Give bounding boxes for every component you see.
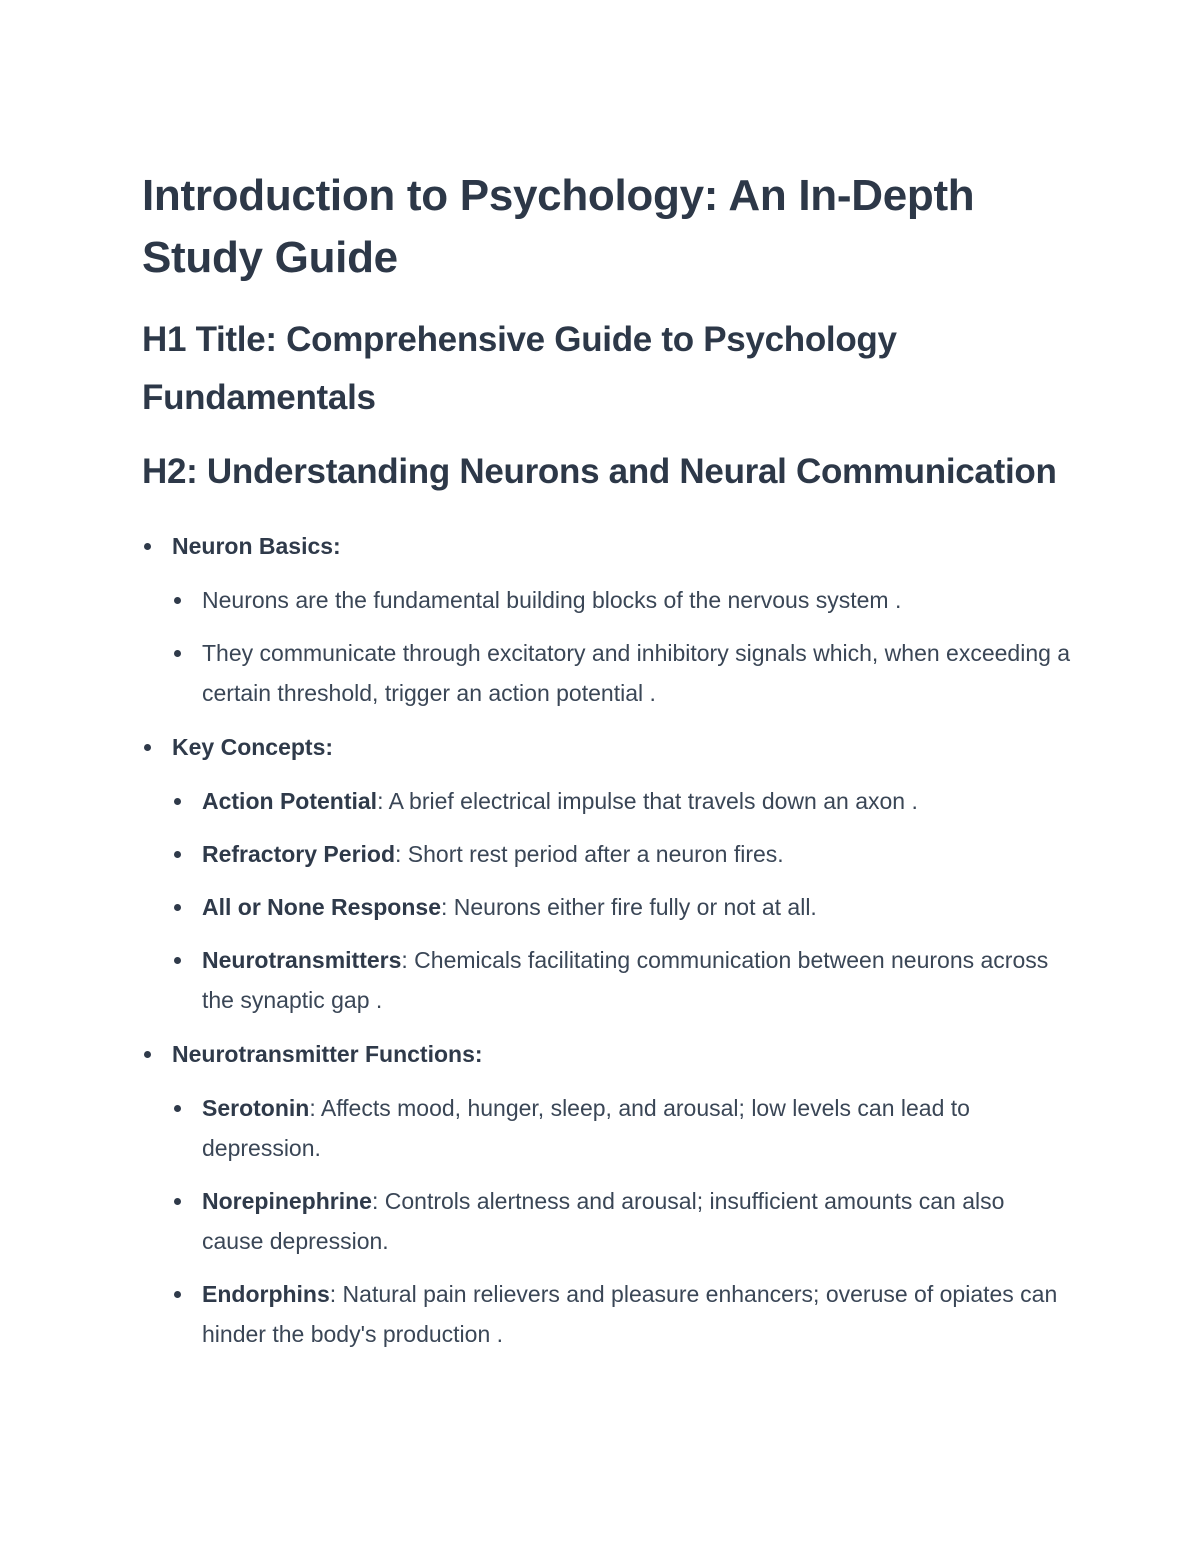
bullet-icon <box>174 597 181 604</box>
item-term: Norepinephrine <box>202 1188 372 1214</box>
list-item <box>172 940 1072 1020</box>
item-text: : Short rest period after a neuron fires. <box>395 841 784 867</box>
list-item <box>172 1181 1072 1261</box>
outline-list <box>142 526 1072 1354</box>
bullet-icon <box>174 798 181 805</box>
bullet-icon <box>174 1291 181 1298</box>
list-item <box>172 834 1072 874</box>
outline-section-key-concepts <box>142 727 1072 1020</box>
list-item <box>172 1088 1072 1168</box>
bullet-icon <box>174 851 181 858</box>
bullet-icon <box>144 744 151 751</box>
section-label: Neuron Basics: <box>172 533 341 559</box>
item-text: : A brief electrical impulse that travels down an axon . <box>377 788 918 814</box>
document-page <box>142 165 1072 1368</box>
list-item <box>172 633 1072 713</box>
document-title: Introduction to Psychology: An In-Depth Study Guide <box>142 171 975 282</box>
item-text: : Natural pain relievers and pleasure enhancers; overuse of opiates can hinder the body's production . <box>202 1281 1058 1347</box>
item-text: : Neurons either fire fully or not at all. <box>440 894 817 920</box>
sub-list <box>172 1088 1072 1354</box>
bullet-icon <box>144 543 151 550</box>
item-text: They communicate through excitatory and inhibitory signals which, when exceeding a certain threshold, trigger an action potential . <box>202 640 1071 706</box>
section-label: Key Concepts: <box>172 734 334 760</box>
item-term: Serotonin <box>202 1095 310 1121</box>
list-item <box>172 781 1072 821</box>
bullet-icon <box>174 1105 181 1112</box>
outline-section-neurotransmitter-functions <box>142 1034 1072 1354</box>
item-term: Neurotransmitters <box>202 947 402 973</box>
item-term: Endorphins <box>202 1281 330 1307</box>
item-term: Refractory Period <box>202 841 396 867</box>
list-item <box>172 580 1072 620</box>
outline-section-neuron-basics <box>142 526 1072 713</box>
item-term: Action Potential <box>202 788 378 814</box>
bullet-icon <box>174 650 181 657</box>
item-text: Neurons are the fundamental building blocks of the nervous system . <box>202 587 902 613</box>
item-text: : Affects mood, hunger, sleep, and arousal; low levels can lead to depression. <box>202 1095 970 1161</box>
item-text: : Chemicals facilitating communication between neurons across the synaptic gap . <box>202 947 1049 1013</box>
bullet-icon <box>174 957 181 964</box>
list-item <box>172 887 1072 927</box>
item-text: : Controls alertness and arousal; insufficient amounts can also cause depression. <box>202 1188 1005 1254</box>
list-item <box>172 1274 1072 1354</box>
bullet-icon <box>144 1051 151 1058</box>
item-term: All or None Response <box>202 894 441 920</box>
h1-heading: H1 Title: Comprehensive Guide to Psychology Fundamentals <box>142 320 897 417</box>
bullet-icon <box>174 1198 181 1205</box>
sub-list <box>172 580 1072 713</box>
section-label: Neurotransmitter Functions: <box>172 1041 483 1067</box>
h2-heading: H2: Understanding Neurons and Neural Communication <box>142 452 1057 491</box>
bullet-icon <box>174 904 181 911</box>
sub-list <box>172 781 1072 1020</box>
